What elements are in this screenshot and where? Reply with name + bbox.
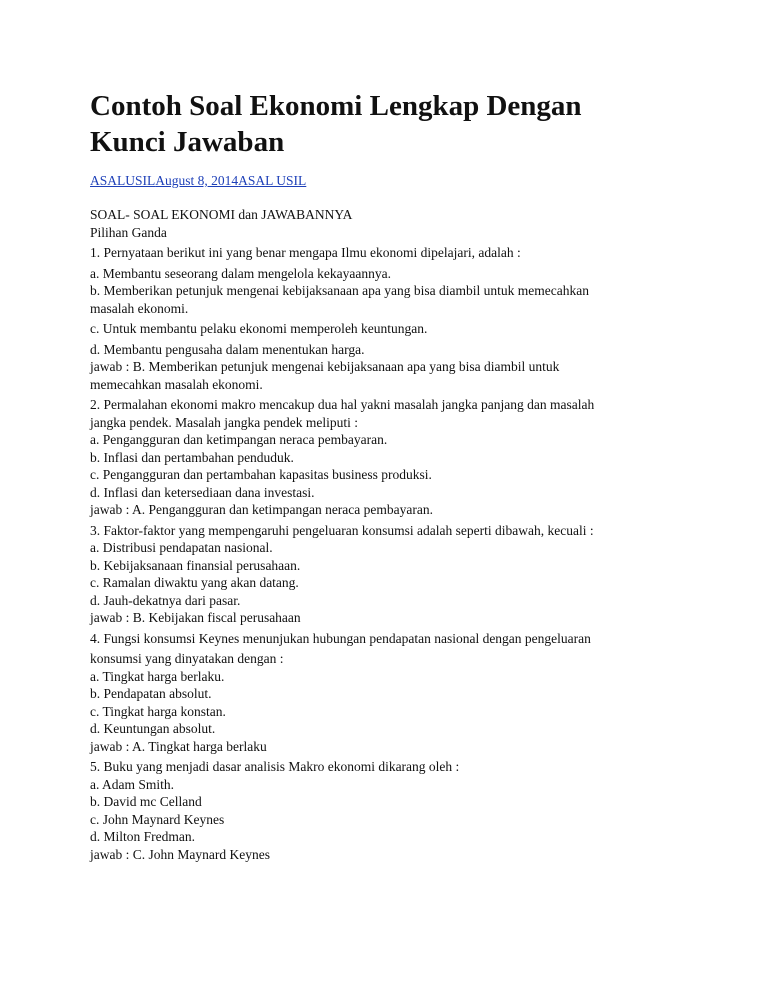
answer: jawab : A. Pengangguran dan ketimpangan neraca pembayaran. [90,502,433,517]
page-title [90,88,690,160]
title-line-1: Contoh Soal Ekonomi Lengkap Dengan [90,90,582,122]
title-line-2: Kunci Jawaban [90,126,285,158]
question-text: 5. Buku yang menjadi dasar analisis Makro ekonomi dikarang oleh : [90,759,460,774]
option-b: b. Kebijaksanaan finansial perusahaan. [90,557,301,573]
question-3 [90,522,690,627]
option-c: c. John Maynard Keynes [90,811,225,827]
option-d: d. Keuntungan absolut. [90,721,216,736]
option-a: a. Distribusi pendapatan nasional. [90,540,273,555]
option-c: c. Untuk membantu pelaku ekonomi memperoleh keuntungan. [90,321,428,336]
answer-continued: memecahkan masalah ekonomi. [90,376,263,392]
option-b: b. Memberikan petunjuk mengenai kebijaksanaan apa yang bisa diambil untuk memecahkan [90,283,589,298]
option-a: a. Membantu seseorang dalam mengelola kekayaannya. [90,265,392,281]
option-a: a. Adam Smith. [90,776,174,792]
option-d: d. Jauh-dekatnya dari pasar. [90,592,241,608]
option-b: b. Inflasi dan pertambahan penduduk. [90,449,294,465]
answer: jawab : B. Memberikan petunjuk mengenai kebijaksanaan apa yang bisa diambil untuk [90,359,560,374]
question-text: 3. Faktor-faktor yang mempengaruhi pengeluaran konsumsi adalah seperti dibawah, kecuali : [90,522,594,538]
option-c: c. Tingkat harga konstan. [90,703,226,719]
article [90,88,690,863]
option-c: c. Ramalan diwaktu yang akan datang. [90,575,299,590]
option-d: d. Membantu pengusaha dalam menentukan harga. [90,341,365,357]
author-name-link[interactable]: ASAL USIL [238,173,307,188]
answer: jawab : B. Kebijakan fiscal perusahaan [90,610,301,625]
option-d: d. Milton Fredman. [90,829,195,844]
question-5 [90,758,690,863]
option-a: a. Tingkat harga berlaku. [90,668,225,684]
question-text: 2. Permalahan ekonomi makro mencakup dua hal yakni masalah jangka panjang dan masalah [90,397,595,412]
option-a: a. Pengangguran dan ketimpangan neraca pembayaran. [90,432,388,447]
date-link[interactable]: August 8, 2014 [155,173,239,188]
section-subheading: Pilihan Ganda [90,224,167,240]
question-1 [90,244,690,393]
question-text: 1. Pernyataan berikut ini yang benar mengapa Ilmu ekonomi dipelajari, adalah : [90,245,521,260]
question-text-continued: konsumsi yang dinyatakan dengan : [90,651,284,666]
option-b: b. David mc Celland [90,794,202,809]
answer: jawab : A. Tingkat harga berlaku [90,738,267,754]
post-meta [90,172,690,190]
question-text-continued: jangka pendek. Masalah jangka pendek meliputi : [90,414,359,430]
answer: jawab : C. John Maynard Keynes [90,846,270,862]
article-body [90,206,690,863]
section-heading: SOAL- SOAL EKONOMI dan JAWABANNYA [90,207,353,222]
option-c: c. Pengangguran dan pertambahan kapasitas business produksi. [90,467,432,482]
option-b-continued: masalah ekonomi. [90,300,189,316]
question-text: 4. Fungsi konsumsi Keynes menunjukan hubungan pendapatan nasional dengan pengeluaran [90,630,591,646]
question-4 [90,630,690,756]
question-2 [90,396,690,519]
author-link[interactable]: ASALUSIL [90,173,156,188]
option-d: d. Inflasi dan ketersediaan dana investasi. [90,484,315,500]
option-b: b. Pendapatan absolut. [90,686,212,701]
